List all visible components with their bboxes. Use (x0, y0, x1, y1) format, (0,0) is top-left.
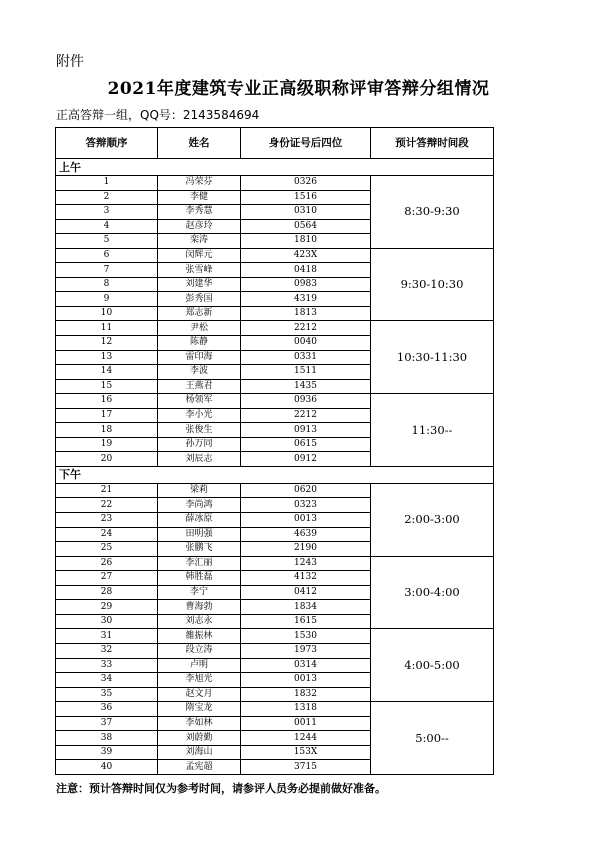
attachment-label: 附件 (56, 54, 84, 70)
document-title: 2021年度建筑专业正高级职称评审答辩分组情况 (107, 79, 490, 99)
id-cell: 3715 (241, 760, 371, 775)
name-cell: 雷印海 (158, 350, 241, 365)
id-cell: 0936 (241, 394, 371, 409)
name-cell: 刘建华 (158, 277, 241, 292)
id-cell: 0040 (241, 336, 371, 351)
id-cell: 1615 (241, 614, 371, 629)
col-header-id: 身份证号后四位 (241, 128, 371, 159)
id-cell: 4639 (241, 527, 371, 542)
table-row (56, 556, 494, 571)
order-cell: 32 (56, 643, 158, 658)
id-cell: 1435 (241, 379, 371, 394)
table-row (56, 394, 494, 409)
name-cell: 李波 (158, 365, 241, 380)
id-cell: 0564 (241, 219, 371, 234)
id-cell: 1832 (241, 687, 371, 702)
section-row (56, 466, 494, 483)
name-cell: 李汇丽 (158, 556, 241, 571)
name-cell: 李健 (158, 190, 241, 205)
name-cell: 闵辉元 (158, 248, 241, 263)
order-cell: 17 (56, 408, 158, 423)
id-cell: 1243 (241, 556, 371, 571)
order-cell: 25 (56, 542, 158, 557)
section-row (56, 159, 494, 176)
table-body (56, 159, 494, 775)
table-row (56, 629, 494, 644)
id-cell: 0912 (241, 452, 371, 467)
order-cell: 12 (56, 336, 158, 351)
order-cell: 31 (56, 629, 158, 644)
order-cell: 30 (56, 614, 158, 629)
id-cell: 2212 (241, 408, 371, 423)
name-cell: 栾涛 (158, 234, 241, 249)
order-cell: 5 (56, 234, 158, 249)
name-cell: 刘蔚勤 (158, 731, 241, 746)
time-slot-cell: 3:00-4:00 (371, 556, 494, 629)
id-cell: 1318 (241, 702, 371, 717)
order-cell: 36 (56, 702, 158, 717)
name-cell: 梁莉 (158, 483, 241, 498)
id-cell: 0310 (241, 205, 371, 220)
col-header-time: 预计答辩时间段 (371, 128, 494, 159)
name-cell: 李旭光 (158, 673, 241, 688)
table-row (56, 702, 494, 717)
schedule-table (55, 127, 494, 775)
name-cell: 刘海山 (158, 745, 241, 760)
time-slot-cell: 5:00-- (371, 702, 494, 775)
name-cell: 李尚鸿 (158, 498, 241, 513)
name-cell: 薛冰原 (158, 513, 241, 528)
name-cell: 韩胜磊 (158, 571, 241, 586)
name-cell: 张鹏飞 (158, 542, 241, 557)
id-cell: 4132 (241, 571, 371, 586)
name-cell: 刘志永 (158, 614, 241, 629)
time-slot-cell: 11:30-- (371, 394, 494, 467)
name-cell: 赵文月 (158, 687, 241, 702)
order-cell: 39 (56, 745, 158, 760)
order-cell: 16 (56, 394, 158, 409)
name-cell: 郑志新 (158, 306, 241, 321)
order-cell: 7 (56, 263, 158, 278)
order-cell: 19 (56, 437, 158, 452)
id-cell: 0326 (241, 176, 371, 191)
name-cell: 李如林 (158, 716, 241, 731)
table-row (56, 176, 494, 191)
name-cell: 卢明 (158, 658, 241, 673)
order-cell: 29 (56, 600, 158, 615)
table-row (56, 248, 494, 263)
order-cell: 24 (56, 527, 158, 542)
name-cell: 孙万同 (158, 437, 241, 452)
order-cell: 40 (56, 760, 158, 775)
order-cell: 37 (56, 716, 158, 731)
id-cell: 1511 (241, 365, 371, 380)
id-cell: 1834 (241, 600, 371, 615)
id-cell: 2212 (241, 321, 371, 336)
name-cell: 彭秀国 (158, 292, 241, 307)
name-cell: 田明强 (158, 527, 241, 542)
order-cell: 22 (56, 498, 158, 513)
id-cell: 0615 (241, 437, 371, 452)
id-cell: 4319 (241, 292, 371, 307)
name-cell: 孟宪超 (158, 760, 241, 775)
order-cell: 9 (56, 292, 158, 307)
order-cell: 27 (56, 571, 158, 586)
table-row (56, 483, 494, 498)
time-slot-cell: 2:00-3:00 (371, 483, 494, 556)
name-cell: 李秀慧 (158, 205, 241, 220)
order-cell: 1 (56, 176, 158, 191)
order-cell: 33 (56, 658, 158, 673)
id-cell: 1813 (241, 306, 371, 321)
time-slot-cell: 4:00-5:00 (371, 629, 494, 702)
name-cell: 赵彦玲 (158, 219, 241, 234)
order-cell: 34 (56, 673, 158, 688)
name-cell: 曹海勃 (158, 600, 241, 615)
id-cell: 153X (241, 745, 371, 760)
id-cell: 0983 (241, 277, 371, 292)
order-cell: 11 (56, 321, 158, 336)
order-cell: 3 (56, 205, 158, 220)
name-cell: 隋宝龙 (158, 702, 241, 717)
name-cell: 李宁 (158, 585, 241, 600)
id-cell: 1973 (241, 643, 371, 658)
name-cell: 尹松 (158, 321, 241, 336)
table-row (56, 321, 494, 336)
time-slot-cell: 10:30-11:30 (371, 321, 494, 394)
order-cell: 4 (56, 219, 158, 234)
order-cell: 38 (56, 731, 158, 746)
id-cell: 0013 (241, 673, 371, 688)
order-cell: 2 (56, 190, 158, 205)
id-cell: 1244 (241, 731, 371, 746)
col-header-order: 答辩顺序 (56, 128, 158, 159)
name-cell: 杨领军 (158, 394, 241, 409)
time-slot-cell: 8:30-9:30 (371, 176, 494, 249)
name-cell: 刘辰志 (158, 452, 241, 467)
order-cell: 26 (56, 556, 158, 571)
order-cell: 10 (56, 306, 158, 321)
name-cell: 张俊生 (158, 423, 241, 438)
id-cell: 0011 (241, 716, 371, 731)
group-info: 正高答辩一组，QQ号：2143584694 (56, 108, 260, 122)
id-cell: 0913 (241, 423, 371, 438)
id-cell: 0418 (241, 263, 371, 278)
section-label: 下午 (56, 466, 494, 483)
col-header-name: 姓名 (158, 128, 241, 159)
order-cell: 35 (56, 687, 158, 702)
id-cell: 423X (241, 248, 371, 263)
id-cell: 0314 (241, 658, 371, 673)
order-cell: 13 (56, 350, 158, 365)
name-cell: 张雪峰 (158, 263, 241, 278)
name-cell: 雒振林 (158, 629, 241, 644)
name-cell: 段立涛 (158, 643, 241, 658)
id-cell: 1516 (241, 190, 371, 205)
order-cell: 6 (56, 248, 158, 263)
name-cell: 冯荣芬 (158, 176, 241, 191)
note-text: 注意：预计答辩时间仅为参考时间，请参评人员务必提前做好准备。 (56, 782, 386, 795)
id-cell: 0331 (241, 350, 371, 365)
order-cell: 20 (56, 452, 158, 467)
order-cell: 8 (56, 277, 158, 292)
id-cell: 0620 (241, 483, 371, 498)
table-header-row (56, 128, 494, 159)
order-cell: 15 (56, 379, 158, 394)
order-cell: 14 (56, 365, 158, 380)
id-cell: 2190 (241, 542, 371, 557)
order-cell: 18 (56, 423, 158, 438)
id-cell: 1810 (241, 234, 371, 249)
name-cell: 李小光 (158, 408, 241, 423)
order-cell: 21 (56, 483, 158, 498)
id-cell: 0412 (241, 585, 371, 600)
order-cell: 23 (56, 513, 158, 528)
name-cell: 陈静 (158, 336, 241, 351)
section-label: 上午 (56, 159, 494, 176)
id-cell: 1530 (241, 629, 371, 644)
order-cell: 28 (56, 585, 158, 600)
name-cell: 王燕君 (158, 379, 241, 394)
id-cell: 0323 (241, 498, 371, 513)
time-slot-cell: 9:30-10:30 (371, 248, 494, 321)
id-cell: 0013 (241, 513, 371, 528)
